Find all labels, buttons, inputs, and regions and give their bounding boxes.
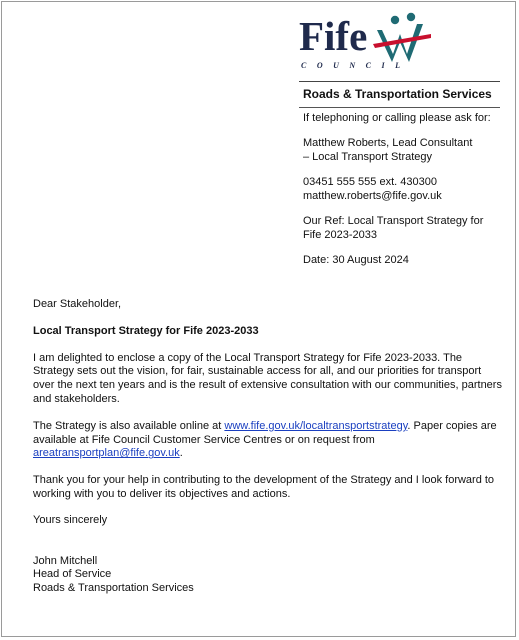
reference: Our Ref: Local Transport Strategy for Fife 2023-2033 (303, 215, 484, 241)
logo-figure-head-2 (407, 13, 415, 21)
letter-body (33, 298, 503, 596)
contact-name-line-2: – Local Transport Strategy (303, 151, 433, 163)
closing: Yours sincerely (33, 513, 108, 526)
letter-subject: Local Transport Strategy for Fife 2023-2033 (33, 324, 259, 337)
letter-page (1, 1, 516, 637)
strategy-web-link[interactable]: www.fife.gov.uk/localtransportstrategy (224, 419, 408, 432)
logo-council-text: COUNCIL (301, 61, 411, 70)
department-rule-top (299, 81, 500, 82)
fife-council-logo (299, 10, 431, 72)
department-rule-bottom (299, 107, 500, 108)
signatory-department: Roads & Transportation Services (33, 582, 194, 595)
contact-intro: If telephoning or calling please ask for: (303, 112, 491, 124)
department-title: Roads & Transportation Services (303, 87, 492, 101)
paragraph-2 (33, 420, 503, 461)
logo-wordmark: Fife (299, 13, 368, 59)
signatory-name: John Mitchell (33, 554, 98, 567)
paragraph-2-start: The Strategy is also available online at (33, 419, 225, 432)
logo-figure-head-1 (391, 16, 399, 24)
letter-date: Date: 30 August 2024 (303, 254, 409, 266)
paragraph-3: Thank you for your help in contributing to the development of the Strategy and I look forward to working with you to deliver its objectives and actions. (33, 474, 495, 500)
contact-block (303, 111, 503, 267)
paragraph-2-middle: . Paper copies are available at Fife Council Customer Service Centres or on request from (33, 419, 497, 446)
contact-phone: 03451 555 555 ext. 430300 (303, 176, 437, 188)
contact-name-line-1: Matthew Roberts, Lead Consultant (303, 137, 473, 149)
contact-email: matthew.roberts@fife.gov.uk (303, 190, 442, 202)
signatory-title: Head of Service (33, 568, 112, 581)
salutation: Dear Stakeholder, (33, 298, 122, 310)
transport-plan-email-link[interactable]: areatransportplan@fife.gov.uk (33, 447, 180, 460)
paragraph-2-end: . (179, 447, 183, 460)
fife-council-logo-graphic (299, 10, 431, 72)
paragraph-1: I am delighted to enclose a copy of the Local Transport Strategy for Fife 2023-2033. The Strategy sets out the vision, for fair, sustainable access for all, and our priorities for transport over the next ten years and is the result of extensive consultation with our communities, partners and stakeholders. (33, 351, 502, 405)
